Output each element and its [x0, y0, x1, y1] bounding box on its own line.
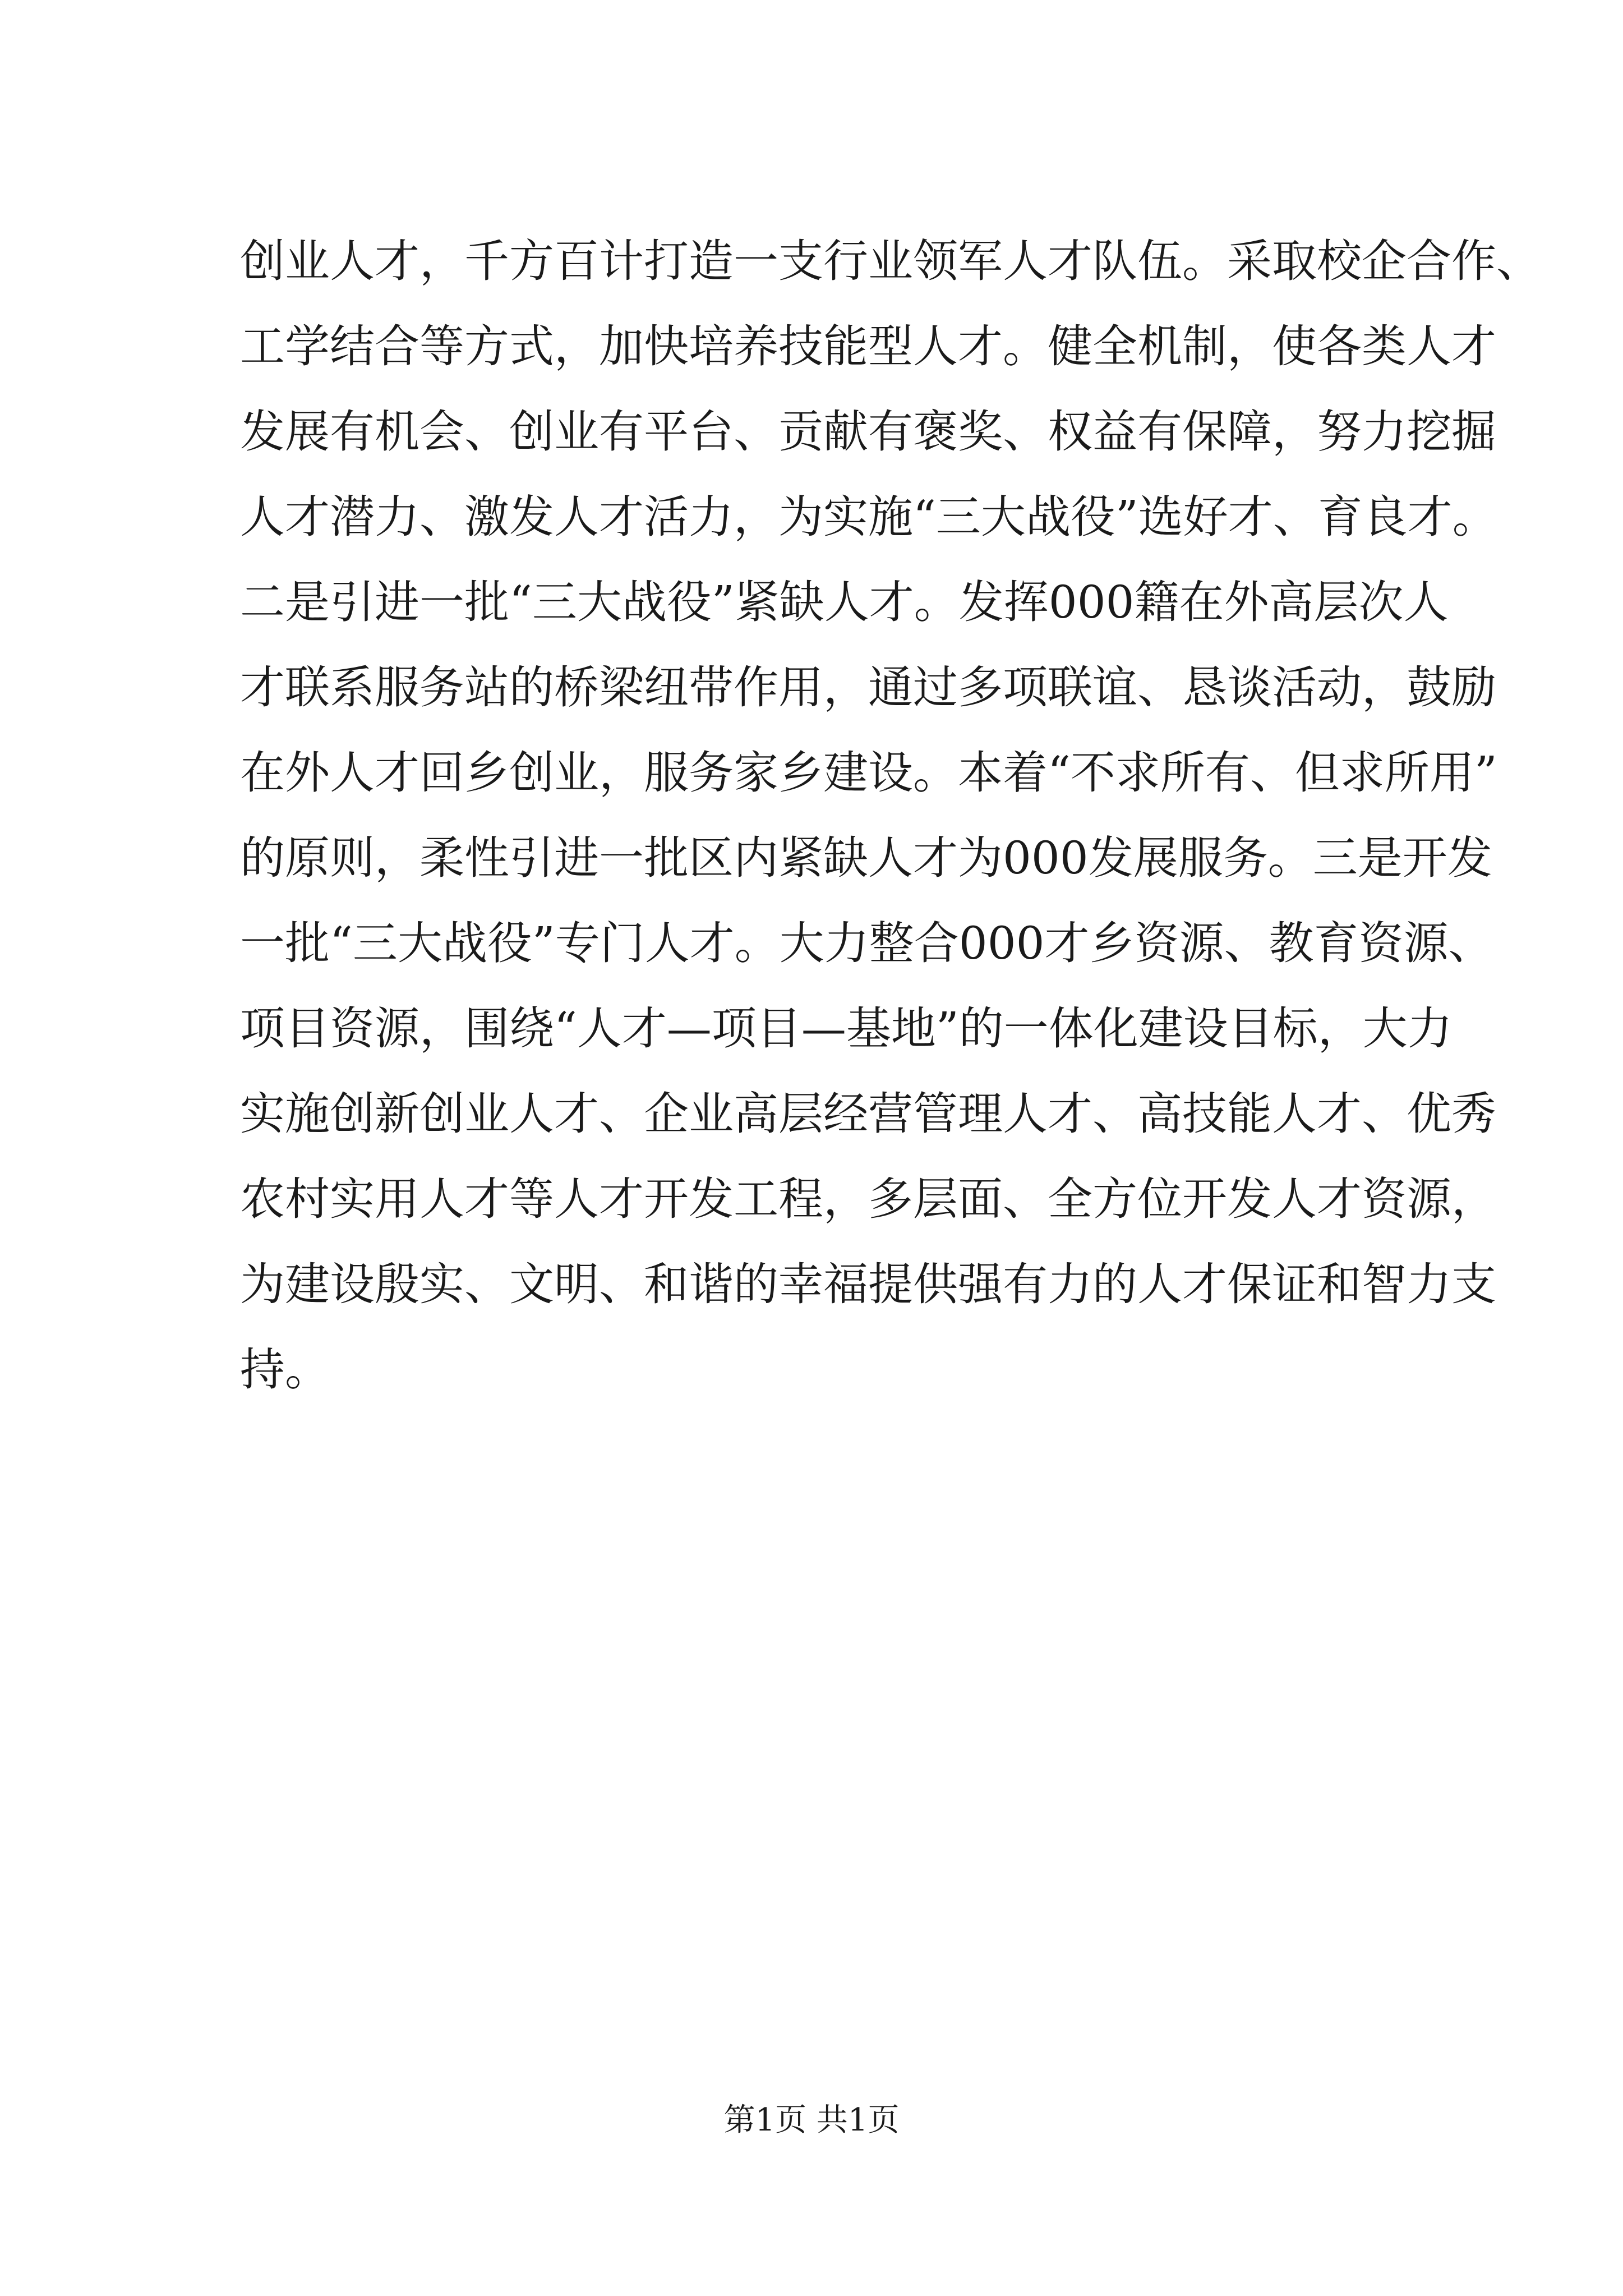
text-line: 人才潜力、激发人才活力，为实施“三大战役”选好才、育良才。 [240, 491, 1497, 543]
text-line: 才联系服务站的桥梁纽带作用，通过多项联谊、恳谈活动，鼓励 [240, 661, 1496, 714]
text-line: 在外人才回乡创业，服务家乡建设。本着“不求所有、但求所用” [240, 747, 1497, 799]
text-line: 工学结合等方式，加快培养技能型人才。健全机制，使各类人才 [240, 320, 1496, 372]
text-line: 为建设殷实、文明、和谐的幸福提供强有力的人才保证和智力支 [240, 1258, 1496, 1310]
text-line: 一批“三大战役”专门人才。大力整合000才乡资源、教育资源、 [240, 917, 1493, 969]
page-number-footer: 第1页 共1页 [723, 2102, 900, 2138]
text-line: 项目资源，围绕“人才—项目—基地”的一体化建设目标，大力 [240, 1002, 1453, 1055]
text-line: 的原则，柔性引进一批区内紧缺人才为000发展服务。三是开发 [240, 832, 1492, 884]
text-line: 实施创新创业人才、企业高层经营管理人才、高技能人才、优秀 [240, 1088, 1496, 1140]
text-line: 持。 [240, 1343, 330, 1396]
text-line: 农村实用人才等人才开发工程，多层面、全方位开发人才资源， [240, 1173, 1496, 1225]
text-line: 创业人才，千方百计打造一支行业领军人才队伍。采取校企合作、 [240, 235, 1541, 287]
text-line: 二是引进一批“三大战役”紧缺人才。发挥000籍在外高层次人 [240, 576, 1449, 628]
text-line: 发展有机会、创业有平台、贡献有褒奖、权益有保障，努力挖掘 [240, 406, 1496, 458]
body-paragraph [240, 219, 1541, 1412]
